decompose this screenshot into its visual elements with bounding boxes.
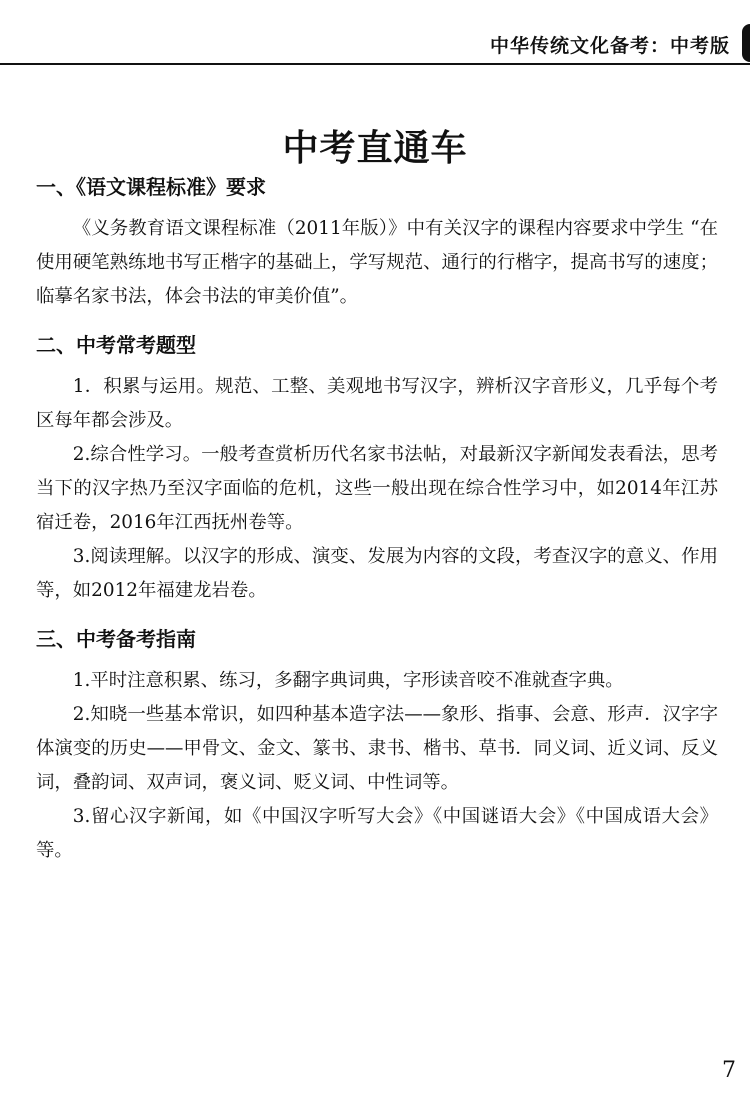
main-content [36, 170, 718, 868]
section-exam-prep-guide [36, 622, 718, 868]
section-common-question-types [36, 328, 718, 608]
header-rule [0, 63, 750, 65]
page-title: 中考直通车 [282, 128, 468, 170]
running-header [0, 0, 750, 68]
paragraph-accumulation-and-use: 1．积累与运用。规范、工整、美观地书写汉字，辨析汉字音形义，几乎每个考区每年都会涉及。 [36, 376, 718, 431]
paragraph-reading-comprehension: 3.阅读理解。以汉字的形成、演变、发展为内容的文段，考查汉字的意义、作用等，如2012年福建龙岩卷。 [36, 546, 718, 601]
section-heading: 二、中考常考题型 [36, 333, 196, 357]
section-heading: 一、《语文课程标准》要求 [36, 175, 266, 199]
running-header-title: 中华传统文化备考：中考版 [489, 35, 730, 57]
paragraph-accumulate-practice: 1.平时注意积累、练习，多翻字典词典，字形读音咬不准就查字典。 [72, 670, 624, 691]
paragraph-curriculum-requirement: 《义务教育语文课程标准（2011年版）》中有关汉字的课程内容要求中学生 “在使用硬笔熟练地书写正楷字的基础上，学写规范、通行的行楷字，提高书写的速度；临摹名家书法，体会书法的审美价值”。 [36, 218, 718, 307]
page-number: 7 [722, 1058, 736, 1083]
paragraph-basic-knowledge: 2.知晓一些基本常识，如四种基本造字法——象形、指事、会意、形声．汉字字体演变的历史——甲骨文、金文、篆书、隶书、楷书、草书．同义词、近义词、反义词，叠韵词、双声词，褒义词、贬义词、中性词等。 [36, 704, 718, 793]
chapter-tab-marker [742, 24, 750, 62]
section-curriculum-standard [36, 170, 718, 314]
paragraph-character-news: 3.留心汉字新闻，如《中国汉字听写大会》《中国谜语大会》《中国成语大会》等。 [36, 806, 718, 861]
paragraph-comprehensive-learning: 2.综合性学习。一般考查赏析历代名家书法帖，对最新汉字新闻发表看法，思考当下的汉字热乃至汉字面临的危机，这些一般出现在综合性学习中，如2014年江苏宿迁卷，2016年江西抚州卷等。 [36, 444, 718, 533]
section-heading: 三、中考备考指南 [36, 627, 196, 651]
